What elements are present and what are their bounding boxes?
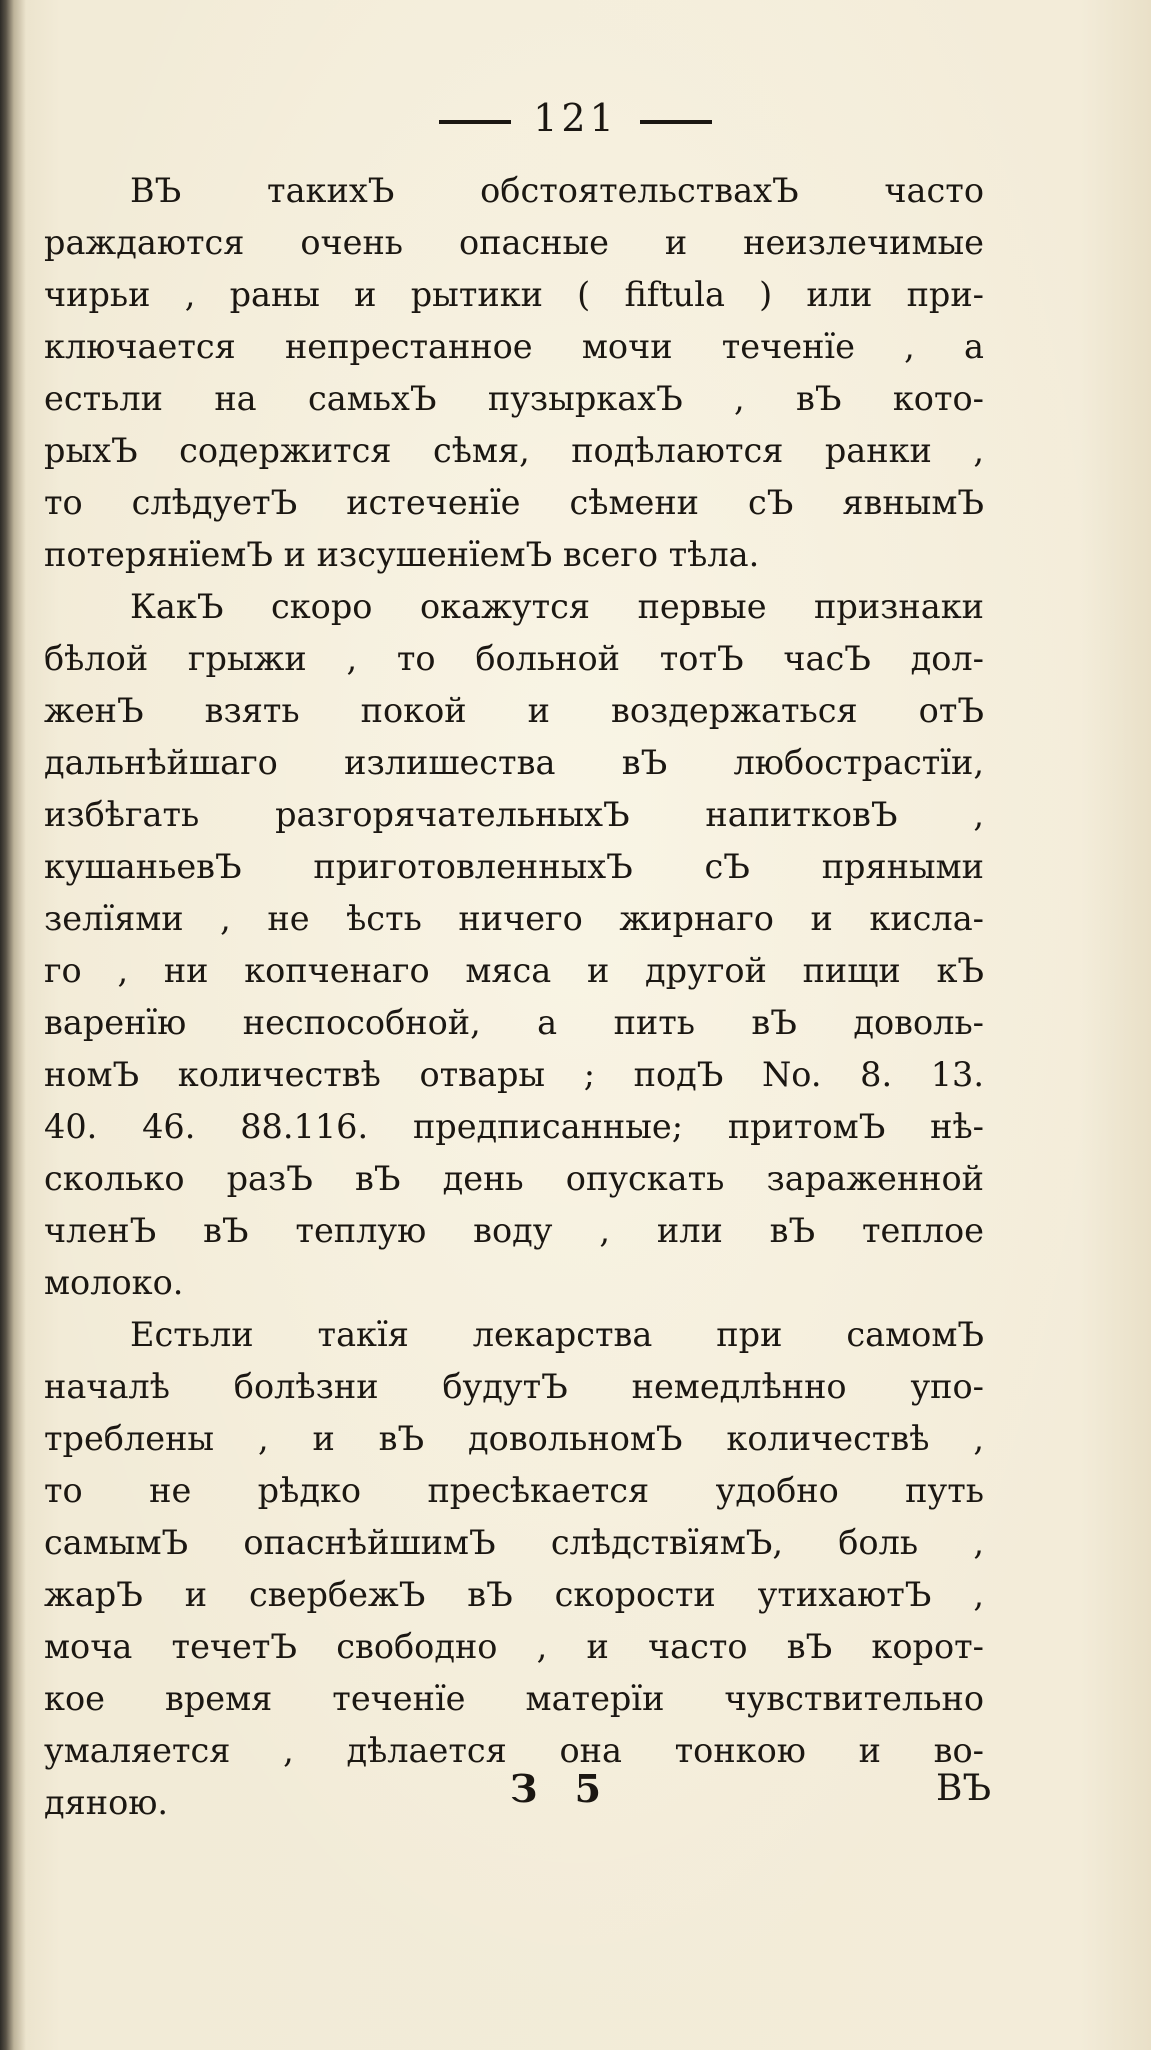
text-line: номЪ количествѣ отвары ; подЪ No. 8. 13. <box>44 1055 984 1094</box>
text-line: умаляется , дѣлается она тонкою и во- <box>44 1731 984 1770</box>
text-line: го , ни копченаго мяса и другой пищи кЪ <box>44 951 984 990</box>
text-line: жарЪ и свербежЪ вЪ скорости утихаютЪ , <box>44 1575 984 1614</box>
text-line: потерянїемЪ и изсушенїемЪ всего тѣла. <box>44 535 760 574</box>
text-line: началѣ болѣзни будутЪ немедлѣнно упо- <box>44 1367 984 1406</box>
text-line: членЪ вЪ теплую воду , или вЪ теплое <box>44 1211 984 1250</box>
text-line: самымЪ опаснѣйшимЪ слѣдствїямЪ, боль , <box>44 1523 984 1562</box>
text-line: ВЪ такихЪ обстоятельствахЪ часто <box>130 171 984 210</box>
text-line: сколько разЪ вЪ день опускать зараженной <box>44 1159 984 1198</box>
text-line: молоко. <box>44 1263 184 1302</box>
text-line: раждаются очень опасные и неизлечимые <box>44 223 984 262</box>
text-line: зелїями , не ѣсть ничего жирнаго и кисла- <box>44 899 984 938</box>
text-line: то не рѣдко пресѣкается удобно путь <box>44 1471 984 1510</box>
text-line: избѣгать разгорячательныхЪ напитковЪ , <box>44 795 984 834</box>
body-text <box>44 165 984 1829</box>
signature-mark: З 5 <box>510 1766 614 1811</box>
paragraph <box>44 1309 984 1829</box>
text-line: кое время теченїе матерїи чувствительно <box>44 1679 984 1718</box>
paragraph <box>44 581 984 1309</box>
text-line: варенїю неспособной, а пить вЪ доволь- <box>44 1003 984 1042</box>
text-line: женЪ взять покой и воздержаться отЪ <box>44 691 984 730</box>
folio-right-rule <box>640 120 712 124</box>
text-line: ключается непрестанное мочи теченїе , а <box>44 327 984 366</box>
text-line: дяною. <box>44 1783 169 1822</box>
folio-left-rule <box>439 120 511 124</box>
text-line: естьли на самьхЪ пузыркахЪ , вЪ кото- <box>44 379 984 418</box>
text-line: Естьли такїя лекарства при самомЪ <box>130 1315 984 1354</box>
text-line: дальнѣйшаго излишества вЪ любострастїи, <box>44 743 984 782</box>
paragraph <box>44 165 984 581</box>
text-line: рыхЪ содержится сѣмя, подѣлаются ранки , <box>44 431 984 470</box>
text-line: чирьи , раны и рытики ( fiftula ) или при- <box>44 275 984 314</box>
text-line: кушаньевЪ приготовленныхЪ сЪ пряными <box>44 847 984 886</box>
page-number-header <box>0 96 1151 140</box>
page-number: 121 <box>533 96 618 140</box>
text-line: то слѣдуетЪ истеченїе сѣмени сЪ явнымЪ <box>44 483 984 522</box>
text-line: треблены , и вЪ довольномЪ количествѣ , <box>44 1419 984 1458</box>
text-line: бѣлой грыжи , то больной тотЪ часЪ дол- <box>44 639 984 678</box>
text-line: 40. 46. 88.116. предписанные; притомЪ нѣ- <box>44 1107 984 1146</box>
text-line: моча течетЪ свободно , и часто вЪ корот- <box>44 1627 984 1666</box>
catchword: ВЪ <box>936 1768 992 1809</box>
page-gutter-shadow <box>0 0 26 2050</box>
text-line: КакЪ скоро окажутся первые признаки <box>130 587 984 626</box>
